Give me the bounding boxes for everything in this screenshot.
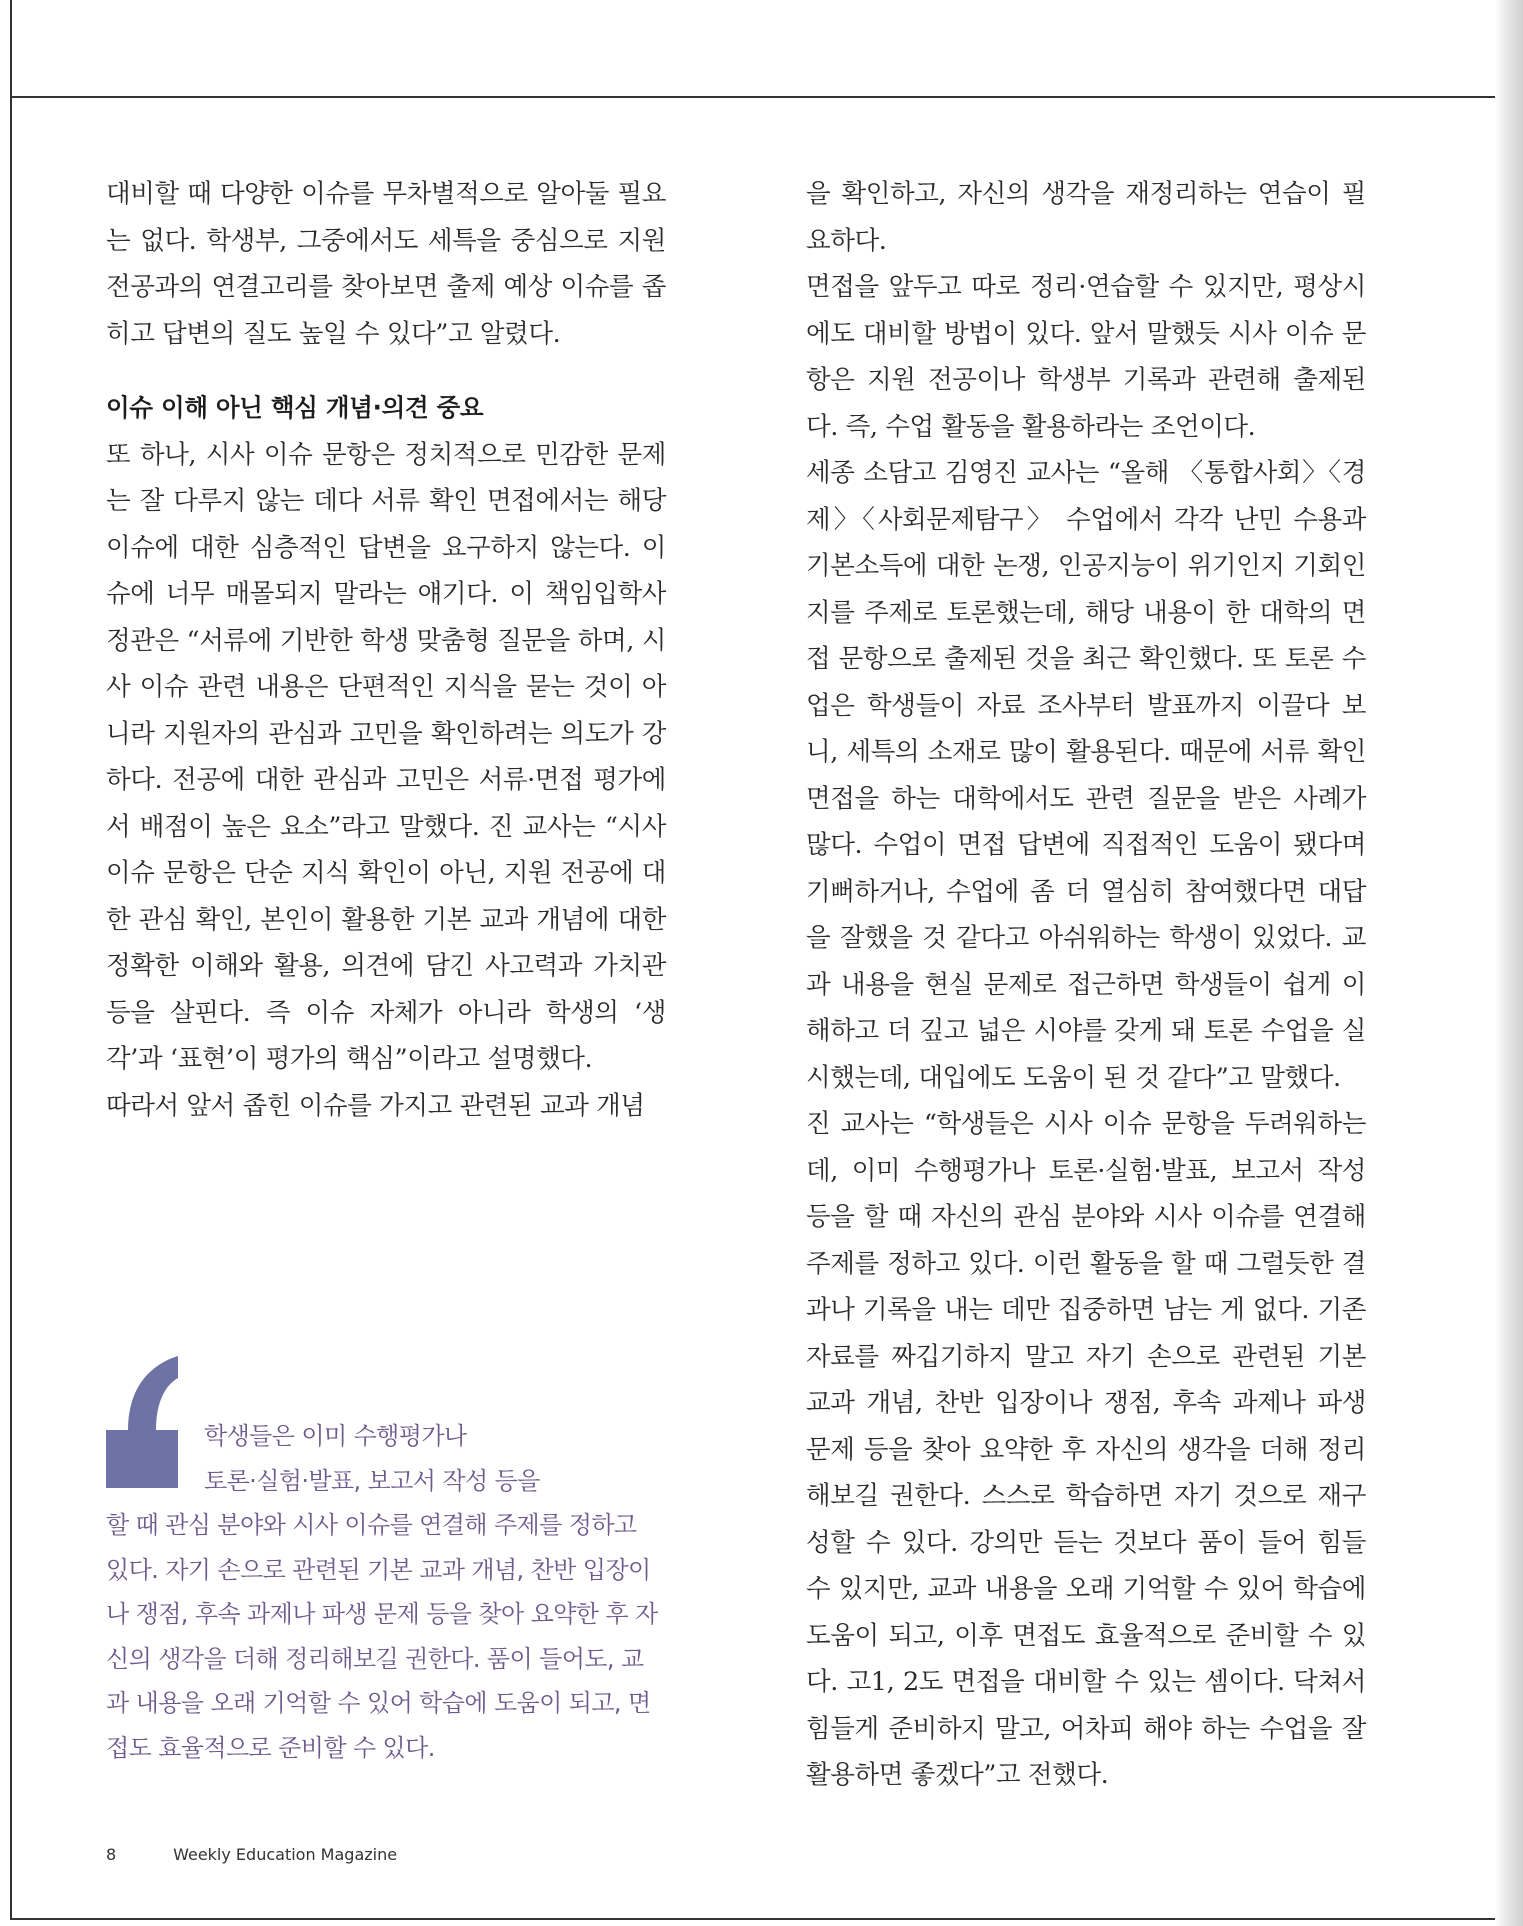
magazine-name: Weekly Education Magazine <box>173 1845 398 1864</box>
pull-quote-rest: 할 때 관심 분야와 시사 이슈를 연결해 주제를 정하고 있다. 자기 손으로 관련된 기본 교과 개념, 찬반 입장이나 쟁점, 후속 과제나 파생 문제 등을 찾아 요약한 후 자신의 생각을 더해 정리해보길 권한다. 품이 들어도, 교과 내용을 오래 기억할 수 있어 학습에 도움이 되고, 면접도 효율적으로 준비할 수 있다. <box>106 1511 658 1762</box>
page-left-border <box>10 96 12 1918</box>
right-paragraph-4: 진 교사는 “학생들은 시사 이슈 문항을 두려워하는데, 이미 수행평가나 토론·실험·발표, 보고서 작성 등을 할 때 자신의 관심 분야와 시사 이슈를 연결해 주제를 정하고 있다. 이런 활동을 할 때 그럴듯한 결과나 기록을 내는 데만 집중하면 남는 게 없다. 기존 자료를 짜깁기하지 말고 자기 손으로 관련된 기본 교과 개념, 찬반 입장이나 쟁점, 후속 과제나 파생 문제 등을 찾아 요약한 후 자신의 생각을 더해 정리해보길 권한다. 스스로 학습하면 자기 것으로 재구성할 수 있다. 강의만 듣는 것보다 품이 들어 힘들 수 있지만, 교과 내용을 오래 기억할 수 있어 학습에 도움이 되고, 이후 면접도 효율적으로 준비할 수 있다. 고1, 2도 면접을 대비할 수 있는 셈이다. 닥쳐서 힘들게 준비하지 말고, 어차피 해야 하는 수업을 잘 활용하면 좋겠다”고 전했다. <box>806 1109 1366 1790</box>
pull-quote-text <box>106 1352 666 1770</box>
right-paragraph-2: 면접을 앞두고 따로 정리·연습할 수 있지만, 평상시에도 대비할 방법이 있다. 앞서 말했듯 시사 이슈 문항은 지원 전공이나 학생부 기록과 관련해 출제된다. 즉, 수업 활동을 활용하라는 조언이다. <box>806 272 1366 442</box>
intro-paragraph: 대비할 때 다양한 이슈를 무차별적으로 알아둘 필요는 없다. 학생부, 그중에서도 세특을 중심으로 지원 전공과의 연결고리를 찾아보면 출제 예상 이슈를 좁히고 답변의 질도 높일 수 있다”고 알렸다. <box>106 179 666 349</box>
right-paragraph-3: 세종 소담고 김영진 교사는 “올해 〈통합사회〉〈경제〉〈사회문제탐구〉 수업에서 각각 난민 수용과 기본소득에 대한 논쟁, 인공지능이 위기인지 기회인지를 주제로 토론했는데, 해당 내용이 한 대학의 면접 문항으로 출제된 것을 최근 확인했다. 또 토론 수업은 학생들이 자료 조사부터 발표까지 이끌다 보니, 세특의 소재로 많이 활용된다. 때문에 서류 확인 면접을 하는 대학에서도 관련 질문을 받은 사례가 많다. 수업이 면접 답변에 직접적인 도움이 됐다며 기뻐하거나, 수업에 좀 더 열심히 참여했다면 대답을 잘했을 것 같다고 아쉬워하는 학생이 있었다. 교과 내용을 현실 문제로 접근하면 학생들이 쉽게 이해하고 더 깊고 넓은 시야를 갖게 돼 토론 수업을 실시했는데, 대입에도 도움이 된 것 같다”고 말했다. <box>806 458 1366 1093</box>
page-footer <box>106 1845 397 1864</box>
page-top-frame <box>10 0 1500 98</box>
left-column <box>106 171 666 1129</box>
body-paragraph-2: 따라서 앞서 좁힌 이슈를 가지고 관련된 교과 개념 <box>106 1090 645 1121</box>
right-paragraph-1: 을 확인하고, 자신의 생각을 재정리하는 연습이 필요하다. <box>806 179 1366 256</box>
pull-quote <box>106 1352 666 1770</box>
page-edge-shadow <box>1495 0 1523 1926</box>
right-column <box>806 171 1366 1799</box>
section-heading: 이슈 이해 아닌 핵심 개념·의견 중요 <box>106 393 484 422</box>
page-bottom-border <box>10 1918 1500 1920</box>
pull-quote-line-2: 토론·실험·발표, 보고서 작성 등을 <box>204 1466 540 1495</box>
page-number: 8 <box>106 1845 117 1864</box>
body-paragraph-1: 또 하나, 시사 이슈 문항은 정치적으로 민감한 문제는 잘 다루지 않는 데다 서류 확인 면접에서는 해당 이슈에 대한 심층적인 답변을 요구하지 않는다. 이슈에 너무 매몰되지 말라는 얘기다. 이 책임입학사정관은 “서류에 기반한 학생 맞춤형 질문을 하며, 시사 이슈 관련 내용은 단편적인 지식을 묻는 것이 아니라 지원자의 관심과 고민을 확인하려는 의도가 강하다. 전공에 대한 관심과 고민은 서류·면접 평가에서 배점이 높은 요소”라고 말했다. 진 교사는 “시사 이슈 문항은 단순 지식 확인이 아닌, 지원 전공에 대한 관심 확인, 본인이 활용한 기본 교과 개념에 대한 정확한 이해와 활용, 의견에 담긴 사고력과 가치관 등을 살핀다. 즉 이슈 자체가 아니라 학생의 ‘생각’과 ‘표현’이 평가의 핵심”이라고 설명했다. <box>106 439 666 1074</box>
pull-quote-line-1: 학생들은 이미 수행평가나 <box>204 1422 467 1450</box>
